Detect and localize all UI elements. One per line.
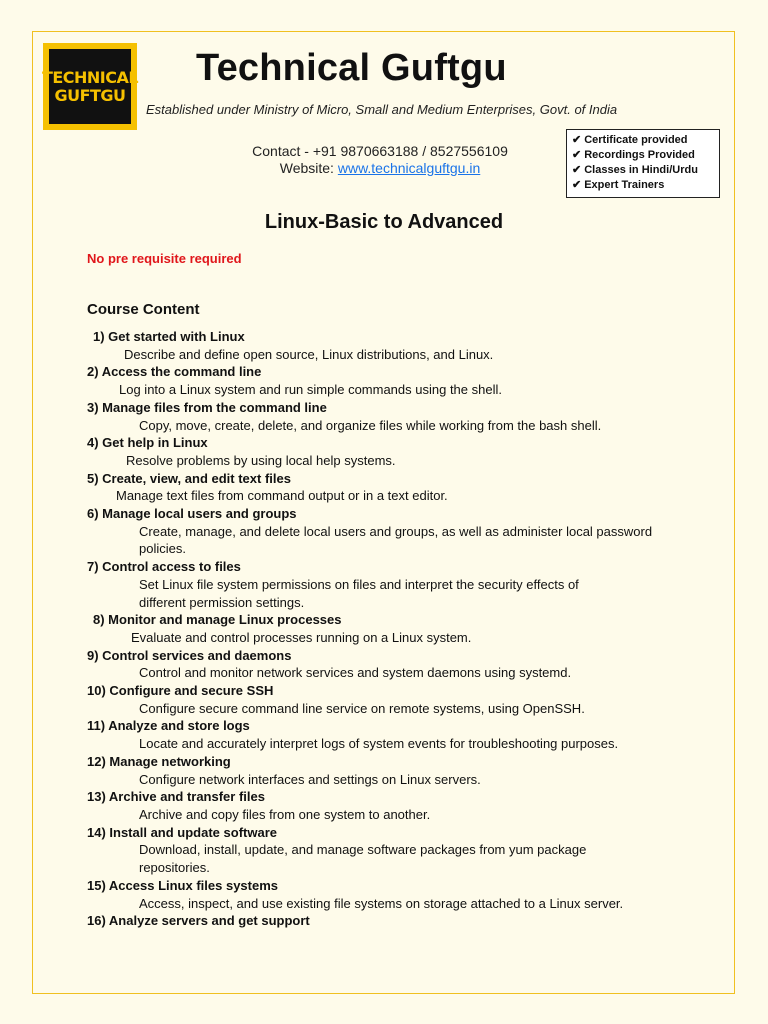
module-title: 4) Get help in Linux: [87, 435, 208, 451]
checkmark-icon: ✔: [572, 134, 582, 146]
website-link[interactable]: www.technicalguftgu.in: [337, 160, 481, 176]
module-title: 3) Manage files from the command line: [87, 399, 327, 415]
section-title: Course Content: [87, 301, 200, 318]
module-description: Log into a Linux system and run simple commands using the shell.: [119, 382, 502, 398]
module-description: Resolve problems by using local help systems.: [126, 452, 396, 468]
module-item: [87, 558, 727, 611]
module-item: [87, 611, 727, 646]
module-description: Create, manage, and delete local users and groups, as well as administer local password policies.: [139, 523, 653, 557]
module-item: [87, 912, 727, 930]
course-module-list: [87, 328, 727, 930]
module-description: Download, install, update, and manage software packages from yum package repositories.: [139, 842, 587, 876]
feature-label: Recordings Provided: [584, 149, 695, 161]
module-description: Describe and define open source, Linux distributions, and Linux.: [124, 346, 494, 362]
feature-item: [572, 163, 714, 178]
prerequisite-note: No pre requisite required: [87, 251, 242, 266]
module-description: Evaluate and control processes running on a Linux system.: [131, 629, 472, 645]
module-description: Set Linux file system permissions on files and interpret the security effects of different permission settings.: [139, 576, 579, 610]
module-description: Access, inspect, and use existing file systems on storage attached to a Linux server.: [139, 895, 624, 911]
feature-label: Classes in Hindi/Urdu: [584, 164, 698, 176]
checkmark-icon: ✔: [572, 149, 582, 161]
module-item: [87, 363, 727, 398]
contact-block: [200, 143, 560, 177]
module-title: 13) Archive and transfer files: [87, 789, 265, 805]
module-item: [87, 505, 727, 558]
module-item: [87, 788, 727, 823]
module-item: [87, 399, 727, 434]
module-description: Configure secure command line service on remote systems, using OpenSSH.: [139, 700, 585, 716]
feature-label: Expert Trainers: [584, 179, 665, 191]
module-title: 8) Monitor and manage Linux processes: [93, 612, 342, 628]
module-title: 1) Get started with Linux: [93, 329, 245, 344]
module-description: Copy, move, create, delete, and organize files while working from the bash shell.: [139, 417, 602, 433]
technical-guftgu-logo: [43, 43, 137, 130]
module-description: Archive and copy files from one system to another.: [139, 806, 431, 822]
module-item: [87, 470, 727, 505]
module-item: [87, 434, 727, 469]
module-title: 5) Create, view, and edit text files: [87, 470, 291, 486]
module-title: 14) Install and update software: [87, 824, 277, 840]
contact-phone: Contact - +91 9870663188 / 8527556109: [252, 143, 508, 159]
feature-item: [572, 178, 714, 193]
module-title: 9) Control services and daemons: [87, 647, 292, 663]
module-description: Locate and accurately interpret logs of system events for troubleshooting purposes.: [139, 736, 619, 752]
feature-item: [572, 148, 714, 163]
brand-title: Technical Guftgu: [196, 47, 507, 89]
module-title: 12) Manage networking: [87, 753, 231, 769]
module-description: Manage text files from command output or in a text editor.: [116, 488, 448, 504]
features-box: [566, 129, 720, 198]
tagline: Established under Ministry of Micro, Small and Medium Enterprises, Govt. of India: [146, 102, 618, 117]
module-description: Control and monitor network services and system daemons using systemd.: [139, 665, 572, 681]
module-item: [87, 328, 727, 363]
module-item: [87, 824, 727, 877]
course-title: Linux-Basic to Advanced: [264, 211, 504, 233]
module-description: Configure network interfaces and settings on Linux servers.: [139, 771, 481, 787]
module-title: 16) Analyze servers and get support: [87, 913, 310, 929]
module-title: 15) Access Linux files systems: [87, 877, 279, 893]
module-item: [87, 877, 727, 912]
module-title: 6) Manage local users and groups: [87, 506, 297, 522]
checkmark-icon: ✔: [572, 164, 582, 176]
module-title: 10) Configure and secure SSH: [87, 683, 274, 699]
checkmark-icon: ✔: [572, 179, 582, 191]
website-label: Website:: [279, 160, 338, 176]
module-item: [87, 647, 727, 682]
website-line: [200, 160, 560, 177]
module-title: 7) Control access to files: [87, 559, 241, 575]
logo-line-2: GUFTGU: [54, 85, 126, 105]
feature-item: [572, 133, 714, 148]
feature-label: Certificate provided: [584, 134, 688, 146]
logo-line-1: TECHNICAL: [41, 67, 139, 87]
module-item: [87, 682, 727, 717]
module-title: 2) Access the command line: [87, 364, 262, 380]
module-item: [87, 717, 727, 752]
module-item: [87, 753, 727, 788]
module-title: 11) Analyze and store logs: [87, 718, 250, 734]
